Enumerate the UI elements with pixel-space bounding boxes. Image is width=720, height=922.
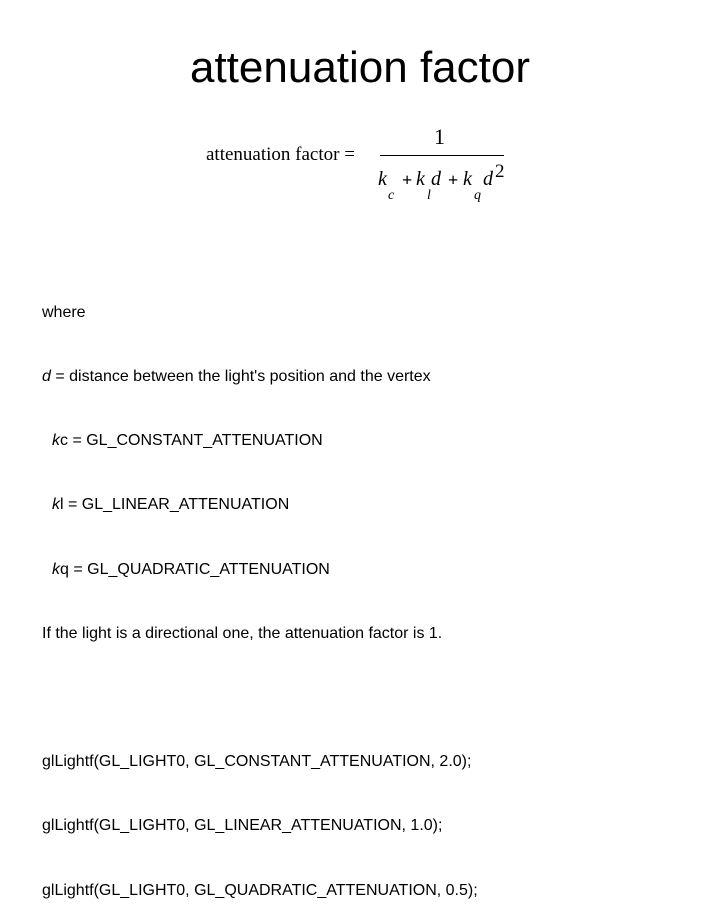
attenuation-formula: [200, 120, 520, 220]
d-description: = distance between the light's position and the vertex: [50, 368, 431, 386]
formula-d-1: d: [431, 168, 441, 190]
formula-numerator: 1: [434, 124, 445, 149]
code-line-constant: glLightf(GL_LIGHT0, GL_CONSTANT_ATTENUATION, 2.0);: [42, 753, 472, 771]
formula-lhs: [206, 144, 355, 166]
kq-description: q = GL_QUADRATIC_ATTENUATION: [60, 560, 330, 578]
code-line-quadratic: glLightf(GL_LIGHT0, GL_QUADRATIC_ATTENUATION, 0.5);: [42, 881, 478, 899]
kq-variable: k: [52, 560, 60, 578]
explanation-text: [42, 259, 682, 922]
paragraph-gap: [42, 687, 682, 708]
formula-kq-k: k: [463, 168, 472, 190]
kl-variable: k: [52, 496, 60, 514]
formula-kl-k: k: [416, 168, 425, 190]
d-definition-line: [42, 366, 682, 387]
d-variable: d: [42, 368, 51, 386]
directional-note: If the light is a directional one, the attenuation factor is 1.: [42, 624, 443, 642]
kl-description: l = GL_LINEAR_ATTENUATION: [60, 496, 290, 514]
formula-kl-sub: l: [427, 188, 431, 203]
formula-d-2: d: [483, 168, 493, 190]
kc-variable: k: [52, 432, 60, 450]
slide-title: attenuation factor: [189, 43, 530, 92]
formula-exponent: 2: [495, 161, 505, 182]
kl-definition-line: [42, 494, 682, 515]
formula-lhs-label: attenuation factor: [206, 144, 340, 165]
kc-definition-line: [42, 430, 682, 451]
kq-definition-line: [42, 559, 682, 580]
kc-description: c = GL_CONSTANT_ATTENUATION: [60, 432, 323, 450]
where-line: where: [42, 303, 86, 321]
formula-kq-sub: q: [474, 188, 481, 203]
formula-plus-2: +: [448, 170, 459, 190]
formula-kc-sub: c: [388, 188, 395, 203]
formula-kc-k: k: [378, 168, 387, 190]
fraction-bar: [380, 155, 504, 156]
formula-equals: =: [344, 144, 355, 165]
code-line-linear: glLightf(GL_LIGHT0, GL_LINEAR_ATTENUATION, 1.0);: [42, 817, 443, 835]
formula-plus-1: +: [402, 170, 413, 190]
